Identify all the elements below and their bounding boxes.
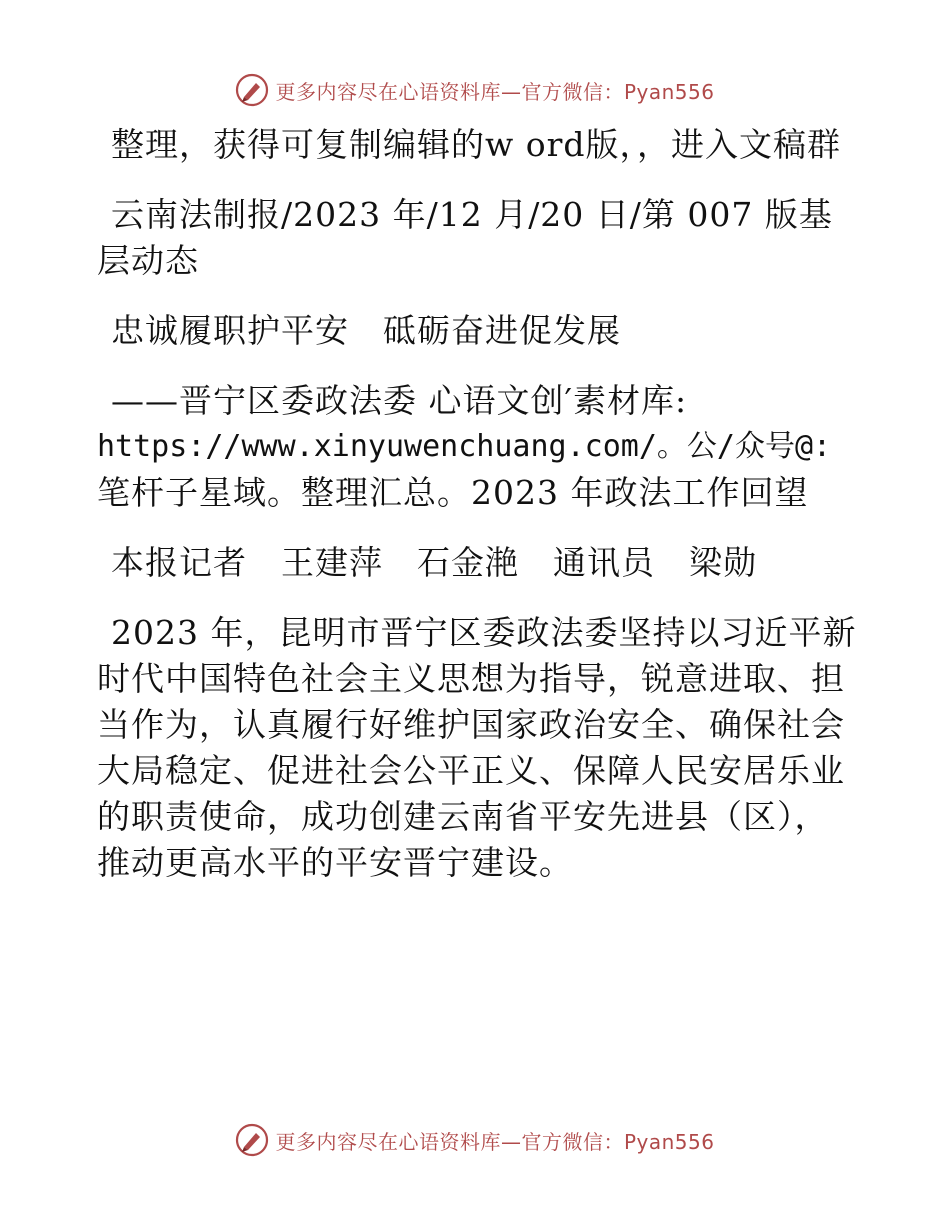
pen-circle-logo-icon: [235, 73, 269, 107]
subtitle-line-3: 笔杆子星域。整理汇总。2023 年政法工作回望: [97, 473, 809, 512]
byline: 本报记者 王建萍 石金滟 通讯员 梁勋: [111, 543, 757, 582]
header-watermark: [0, 70, 950, 110]
subtitle-line-2: https://www.xinyuwenchuang.com/。公/众号@:: [97, 429, 832, 464]
document-body: [97, 122, 857, 910]
article-subtitle: [97, 378, 857, 516]
pen-circle-logo-icon: [235, 1123, 269, 1157]
watermark-text: 更多内容尽在心语资料库—官方微信：Pyan556: [275, 1129, 715, 1154]
body-paragraph: 2023 年，昆明市晋宁区委政法委坚持以习近平新时代中国特色社会主义思想为指导，锐意进取、担当作为，认真履行好维护国家政治安全、确保社会大局稳定、促进社会公平正义、保障人民安居乐业的职责使命，成功创建云南省平安先进县（区），推动更高水平的平安晋宁建设。: [97, 613, 857, 882]
source-line: 云南法制报/2023 年/12 月/20 日/第 007 版基层动态: [97, 195, 833, 280]
subtitle-line-1: ——晋宁区委政法委 心语文创′素材库:: [111, 381, 688, 420]
article-title: 忠诚履职护平安 砥砺奋进促发展: [111, 311, 621, 350]
footer-watermark: [0, 1120, 950, 1160]
watermark-text: 更多内容尽在心语资料库—官方微信：Pyan556: [275, 79, 715, 104]
intro-paragraph: 整理，获得可复制编辑的w ord版，，进入文稿群: [111, 125, 842, 164]
